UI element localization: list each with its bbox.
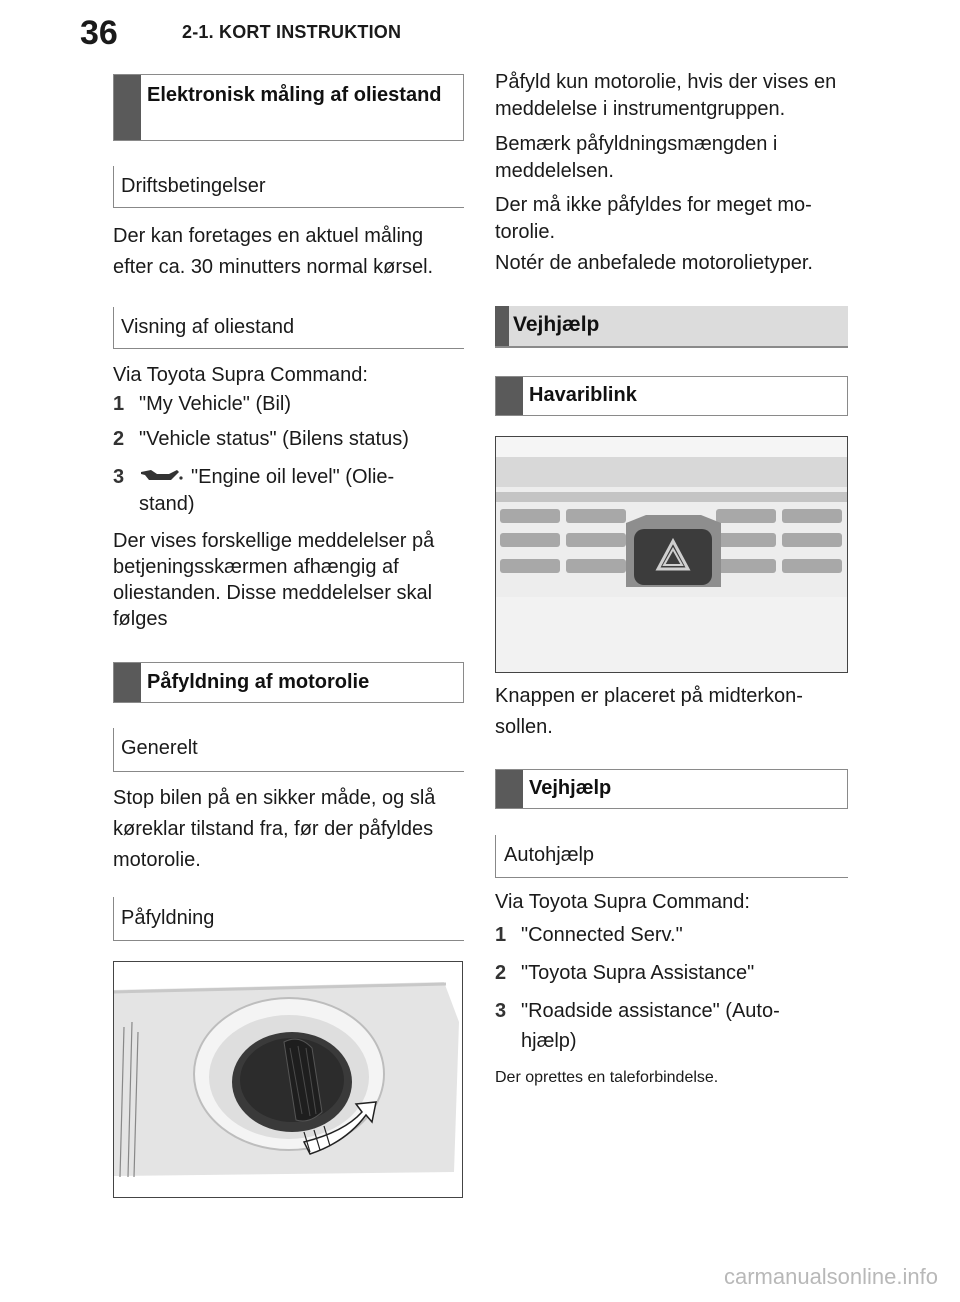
list-item: 3 "Engine oil level" (Olie- xyxy=(113,464,394,491)
heading-text: Havariblink xyxy=(529,384,637,406)
note-text: Der oprettes en taleforbindelse. xyxy=(495,1069,719,1086)
heading-text: Påfyldning af motorolie xyxy=(147,671,370,693)
list-item-continuation: hjælp) xyxy=(521,1030,577,1052)
paragraph: Via Toyota Supra Command: xyxy=(113,364,368,386)
heading-text: Vejhjælp xyxy=(529,777,612,799)
list-item: 1 "My Vehicle" (Bil) xyxy=(113,393,292,415)
subheading-text: Driftsbetingelser xyxy=(121,175,266,197)
oil-filler-cap-figure xyxy=(113,961,463,1198)
heading-text: Vejhjælp xyxy=(513,313,600,336)
paragraph: Der vises forskellige meddelelser på betjeningsskærmen afhængig af oliestanden. Disse meddelelser skal følges xyxy=(113,530,435,630)
subheading-text: Visning af oliestand xyxy=(121,316,295,338)
heading-roadside-assistance xyxy=(495,306,848,348)
list-item: 2 "Vehicle status" (Bilens status) xyxy=(113,428,409,450)
paragraph: Bemærk påfyldningsmængden i meddelelsen. xyxy=(495,133,778,182)
paragraph: Knappen er placeret på midterkon-sollen. xyxy=(495,685,803,738)
oil-can-icon xyxy=(139,464,191,491)
hazard-button-figure xyxy=(495,436,848,673)
subheading-text: Autohjælp xyxy=(504,844,595,866)
paragraph: Der kan foretages en aktuel måling efter ca. 30 minutters normal kørsel. xyxy=(113,225,434,278)
paragraph: Stop bilen på en sikker måde, og slå køreklar tilstand fra, før der påfyldes motorolie. xyxy=(113,787,436,871)
paragraph: Via Toyota Supra Command: xyxy=(495,891,750,913)
list-item: 3 "Roadside assistance" (Auto- xyxy=(495,1000,780,1022)
list-item-continuation: stand) xyxy=(139,493,195,515)
heading-roadside-assistance-2 xyxy=(495,769,848,809)
heading-oil-measurement xyxy=(113,74,464,141)
paragraph: Der må ikke påfyldes for meget mo-torolie. xyxy=(495,194,812,243)
subheading-text: Generelt xyxy=(121,737,198,759)
paragraph: Notér de anbefalede motorolietyper. xyxy=(495,252,813,274)
paragraph: Påfyld kun motorolie, hvis der vises en meddelelse i instrumentgruppen. xyxy=(495,71,837,120)
subheading-text: Påfyldning xyxy=(121,907,215,929)
heading-text: Elektronisk måling af oliestand xyxy=(147,84,442,106)
watermark: carmanualsonline.info xyxy=(723,1264,938,1289)
list-item: 2 "Toyota Supra Assistance" xyxy=(495,962,755,984)
heading-oil-refill xyxy=(113,662,464,703)
list-item: 1 "Connected Serv." xyxy=(495,924,683,946)
heading-hazard-lights xyxy=(495,376,848,416)
page-number: 36 xyxy=(80,14,118,52)
chapter-title: 2-1. KORT INSTRUKTION xyxy=(182,22,402,42)
hazard-button xyxy=(634,529,712,585)
